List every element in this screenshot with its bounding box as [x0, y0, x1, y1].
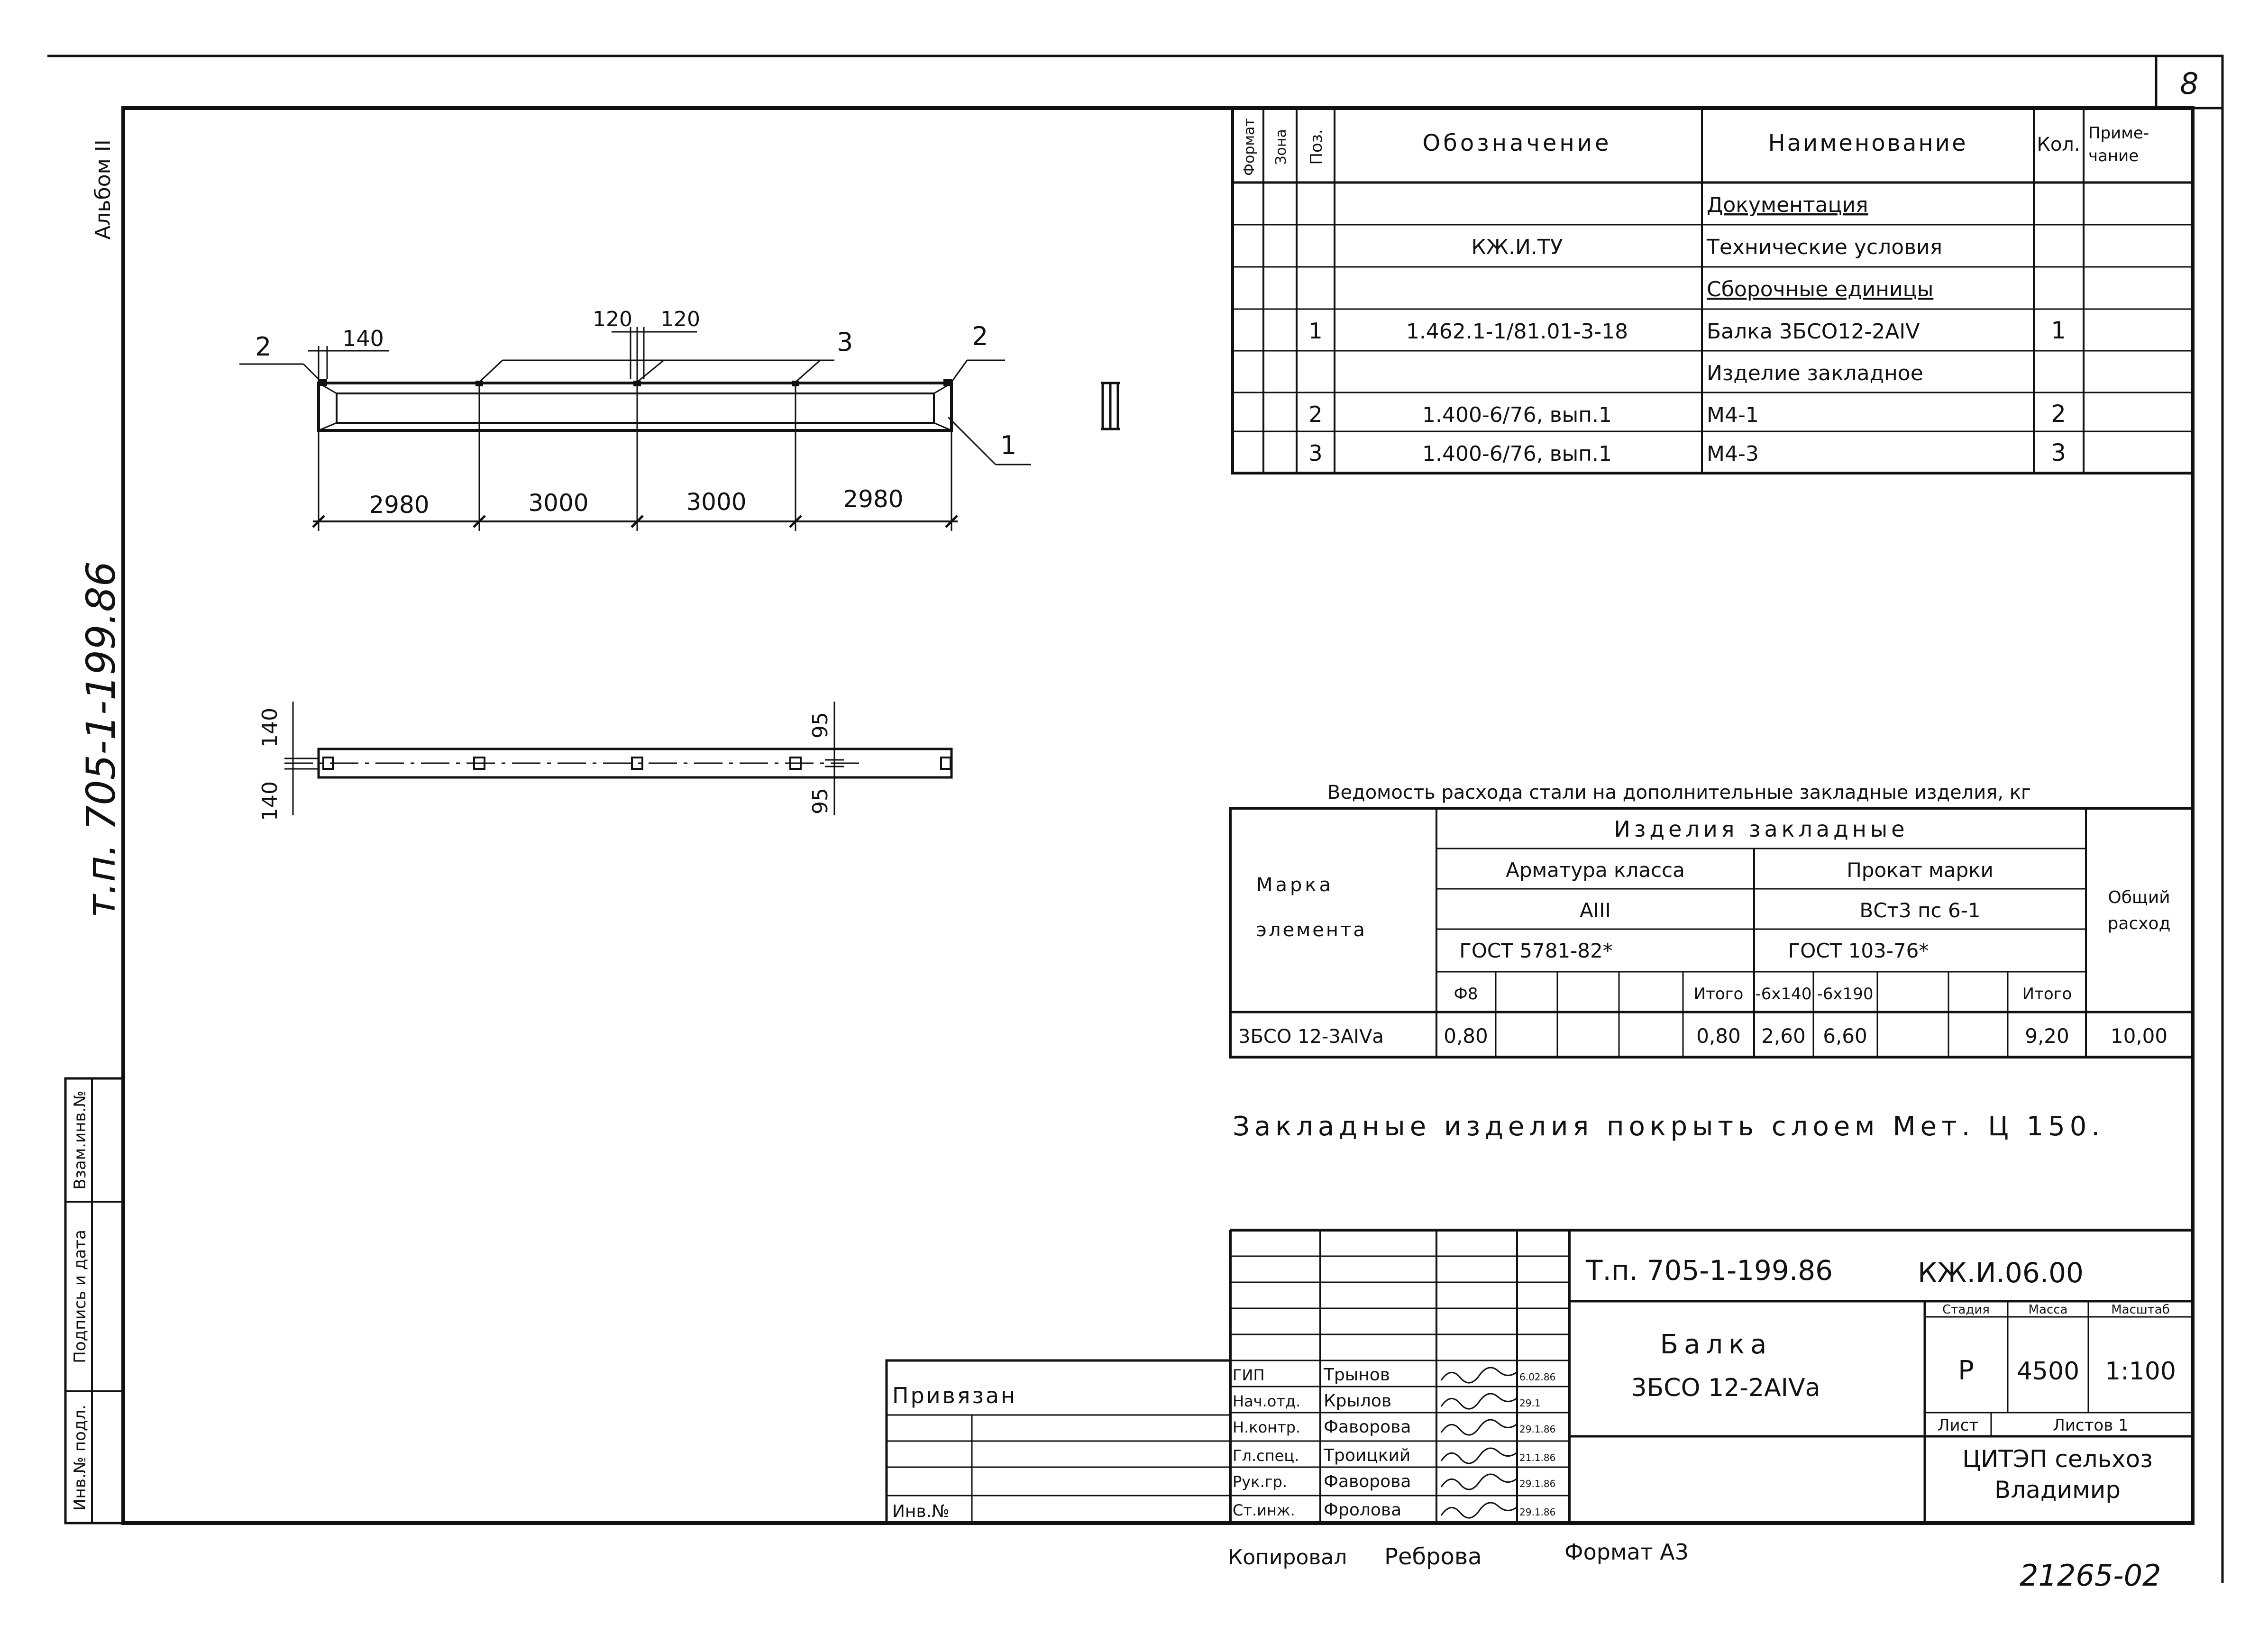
- vertical-code: т.п. 705-1-199.86: [78, 561, 124, 918]
- spec-row-designation: 1.400-6/76, вып.1: [1422, 442, 1612, 466]
- signer-date: 29.1.86: [1519, 1478, 1556, 1489]
- spec-header-qty: Кол.: [2037, 134, 2080, 155]
- steel-subheader: Итого: [2022, 985, 2072, 1004]
- callout-2-right: 2: [972, 321, 988, 351]
- steel-rolled-gost: ГОСТ 103-76*: [1788, 939, 1929, 962]
- signature-scribble: [1441, 1503, 1517, 1518]
- spec-row-qty: 2: [2051, 400, 2066, 428]
- signer-role: Ст.инж.: [1233, 1501, 1295, 1519]
- steel-total-header-2: расход: [2107, 914, 2171, 933]
- signature-scribble: [1441, 1368, 1517, 1383]
- callout-3: 3: [837, 327, 853, 357]
- stage-value: Р: [1958, 1355, 1974, 1386]
- spec-header-zone: Зона: [1273, 129, 1289, 165]
- spec-header-pos: Поз.: [1307, 129, 1326, 165]
- spec-row-designation: КЖ.И.ТУ: [1471, 235, 1563, 259]
- steel-table: [1230, 782, 2193, 1057]
- steel-row-value: 0,80: [1444, 1024, 1488, 1048]
- signer-name: Фаворова: [1324, 1472, 1411, 1491]
- scale-value: 1:100: [2105, 1357, 2176, 1386]
- steel-row-value: 9,20: [2025, 1024, 2069, 1048]
- signer-name: Троицкий: [1324, 1446, 1411, 1465]
- album-label: Альбом II: [91, 139, 115, 240]
- steel-rebar-class: АIII: [1580, 899, 1611, 922]
- signer-role: Нач.отд.: [1233, 1392, 1301, 1410]
- signer-name: Крылов: [1324, 1391, 1392, 1411]
- signature-scribble: [1441, 1420, 1517, 1435]
- signer-rows: [1233, 1365, 1555, 1520]
- spec-header-name: Наименование: [1768, 130, 1968, 156]
- sheet-label: Лист: [1937, 1416, 1979, 1435]
- steel-mark-header-2: элемента: [1256, 919, 1367, 941]
- mid-dim-120-right: 120: [660, 307, 700, 331]
- i-beam-section-icon: [1101, 383, 1120, 429]
- end-dim-140: 140: [342, 326, 384, 351]
- span-dim-3: 3000: [686, 488, 747, 516]
- signer-date: 21.1.86: [1519, 1452, 1556, 1463]
- org-line2: Владимир: [1994, 1476, 2121, 1504]
- plan-dim-right-bottom: 95: [808, 788, 832, 814]
- spec-table: [1233, 108, 2193, 473]
- signer-role: Н.контр.: [1233, 1418, 1301, 1436]
- stamp-signature-date: Подпись и дата: [71, 1230, 90, 1363]
- steel-mark-header-1: Марка: [1256, 874, 1334, 896]
- steel-row-total: 10,00: [2110, 1024, 2168, 1048]
- org-line1: ЦИТЭП сельхоз: [1962, 1445, 2153, 1473]
- spec-header-note-2: чание: [2088, 146, 2139, 165]
- copied-by-name: Реброва: [1384, 1543, 1482, 1570]
- steel-rolled-header: Прокат марки: [1847, 858, 1994, 882]
- scale-label: Масштаб: [2111, 1303, 2170, 1317]
- spec-row-pos: 1: [1308, 318, 1323, 344]
- mass-label: Масса: [2028, 1303, 2068, 1317]
- stamp-replacement-inv: Взам.инв.№: [71, 1090, 90, 1190]
- spec-row-name: М4-3: [1707, 442, 1759, 466]
- plan-dim-left-top: 140: [258, 708, 282, 748]
- spec-row-name: Изделие закладное: [1707, 361, 1923, 385]
- callout-1: 1: [1000, 430, 1017, 460]
- steel-subheader: -6х190: [1817, 985, 1874, 1004]
- mass-value: 4500: [2016, 1357, 2080, 1386]
- steel-rolled-grade: ВСт3 пс 6-1: [1859, 899, 1981, 922]
- spec-row-name: Документация: [1707, 193, 1868, 217]
- coating-note: Закладные изделия покрыть слоем Мет. Ц 150.: [1233, 1111, 2105, 1142]
- signature-scribble: [1441, 1474, 1517, 1489]
- spec-row-designation: 1.400-6/76, вып.1: [1422, 403, 1612, 427]
- span-dim-1: 2980: [369, 491, 430, 519]
- bound-label: Привязан: [892, 1383, 1017, 1408]
- spec-row-pos: 2: [1308, 402, 1323, 427]
- format-label: Формат А3: [1564, 1539, 1689, 1565]
- spec-row-name: Технические условия: [1707, 235, 1943, 259]
- side-stamp: [65, 1078, 123, 1523]
- span-dim-4: 2980: [843, 485, 904, 513]
- spec-rows: [1308, 193, 2066, 466]
- signer-role: Гл.спец.: [1233, 1447, 1299, 1465]
- archive-number: 21265-02: [2020, 1558, 2161, 1593]
- spec-row-qty: 1: [2051, 317, 2066, 344]
- signer-date: 29.1: [1519, 1397, 1541, 1409]
- steel-subheaders: [1454, 985, 2072, 1004]
- spec-row-name: Балка 3БСО12-2АIV: [1707, 319, 1920, 344]
- plan-dim-right-top: 95: [808, 712, 832, 739]
- steel-row-mark: 3БСО 12-3АIVа: [1238, 1026, 1384, 1048]
- spec-row-designation: 1.462.1-1/81.01-3-18: [1406, 319, 1628, 344]
- signature-scribble: [1441, 1448, 1517, 1463]
- signer-name: Фролова: [1324, 1500, 1402, 1520]
- steel-rebar-gost: ГОСТ 5781-82*: [1459, 939, 1613, 962]
- title-block: [887, 1230, 2193, 1523]
- signature-scribble: [1441, 1394, 1517, 1409]
- steel-subheader: Ф8: [1454, 985, 1478, 1004]
- spec-header-note-1: Приме-: [2088, 124, 2149, 143]
- steel-rebar-header: Арматура класса: [1506, 858, 1685, 882]
- span-dim-2: 3000: [528, 489, 589, 517]
- spec-header-format: Формат: [1241, 118, 1258, 176]
- doc-code: Т.п. 705-1-199.86: [1586, 1254, 1833, 1287]
- stamp-inv-original: Инв.№ подл.: [71, 1405, 90, 1511]
- inv-label: Инв.№: [892, 1502, 950, 1521]
- plan-dim-left-bottom: 140: [258, 781, 282, 821]
- signer-date: 6.02.86: [1519, 1371, 1556, 1383]
- signer-name: Трынов: [1324, 1365, 1390, 1385]
- item-name-line1: Балка: [1660, 1329, 1773, 1360]
- spec-row-name: Сборочные единицы: [1707, 277, 1934, 301]
- signer-date: 29.1.86: [1519, 1506, 1556, 1518]
- steel-total-header-1: Общий: [2108, 888, 2170, 907]
- beam-plan: [258, 702, 951, 821]
- steel-row-value: 2,60: [1761, 1024, 1806, 1048]
- steel-subheader: -6х140: [1755, 985, 1812, 1004]
- sheet-code: КЖ.И.06.00: [1918, 1257, 2084, 1289]
- spec-row-qty: 3: [2051, 439, 2066, 466]
- signer-name: Фаворова: [1324, 1417, 1411, 1437]
- page-number: 8: [2180, 66, 2199, 101]
- steel-subheader: Итого: [1693, 985, 1744, 1004]
- steel-table-title: Ведомость расхода стали на дополнительные закладные изделия, кг: [1327, 782, 2031, 803]
- item-name-line2: 3БСО 12-2АIVа: [1631, 1374, 1820, 1402]
- steel-row-value: 6,60: [1823, 1024, 1867, 1048]
- steel-row-value: 0,80: [1696, 1024, 1741, 1048]
- callout-2-left: 2: [255, 332, 272, 362]
- steel-row-values: [1444, 1024, 2069, 1048]
- beam-elevation: [239, 307, 1120, 531]
- mid-dim-120-left: 120: [593, 307, 632, 331]
- stage-label: Стадия: [1942, 1303, 1990, 1317]
- copied-by-label: Копировал: [1228, 1545, 1347, 1570]
- spec-row-name: М4-1: [1707, 403, 1759, 427]
- steel-group-header: Изделия закладные: [1614, 816, 1909, 842]
- signer-role: ГИП: [1233, 1366, 1265, 1384]
- signer-date: 29.1.86: [1519, 1424, 1556, 1435]
- spec-row-pos: 3: [1308, 440, 1323, 466]
- signer-role: Рук.гр.: [1233, 1473, 1288, 1491]
- sheets-label: Листов 1: [2053, 1416, 2129, 1435]
- spec-header-designation: Обозначение: [1422, 130, 1612, 156]
